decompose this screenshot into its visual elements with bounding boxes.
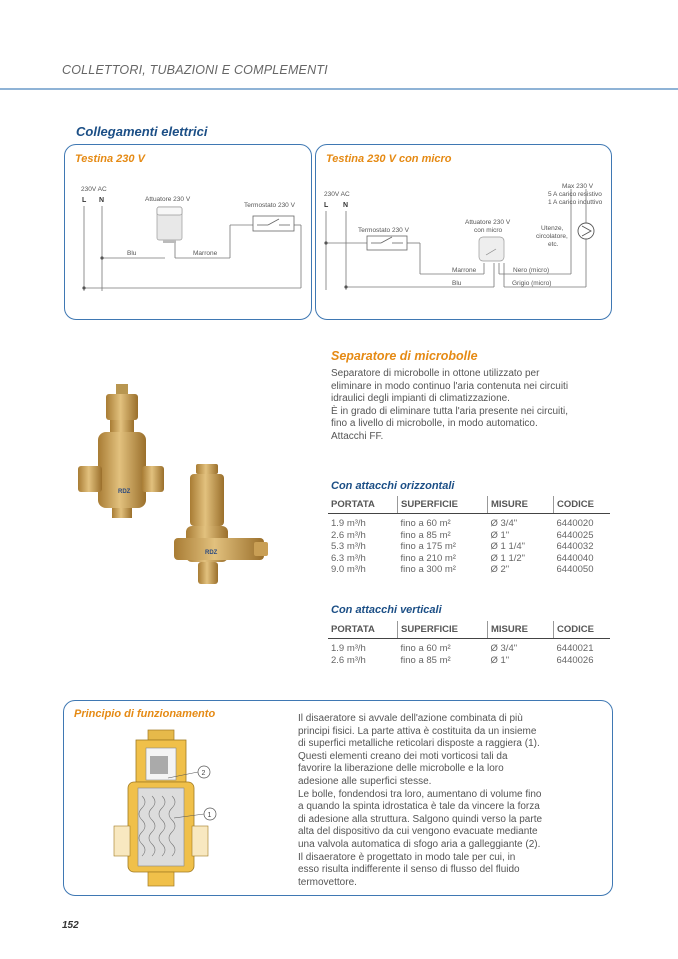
principle-line: di superfici metalliche reticolari disposte a raggiera (1). <box>298 738 540 750</box>
table-cell: 9.0 m³/h <box>331 564 366 575</box>
principle-line: una valvola automatica di sfogo aria a galleggiante (2). <box>298 838 541 850</box>
pump-icon <box>578 223 594 239</box>
separator-horizontal-image <box>78 384 164 518</box>
table-row <box>328 514 610 530</box>
header-rule <box>0 88 678 90</box>
table-row <box>328 655 610 667</box>
principle-line: Il disaeratore si avvale dell'azione combinata di più <box>298 713 523 724</box>
table-row <box>328 541 610 553</box>
thermostat-switch-icon-right <box>367 236 407 250</box>
cutaway-diagram <box>108 726 228 894</box>
supply-label: 230V AC <box>81 186 107 193</box>
brown-wire-label-right: Marrone <box>452 267 477 274</box>
table-cell: fino a 210 m² <box>400 552 456 564</box>
principle-line: Questi elementi creano dei moti vorticosi tali da <box>298 750 508 762</box>
table-cell: fino a 85 m² <box>400 529 451 541</box>
principle-text <box>298 713 598 889</box>
column-header: CODICE <box>554 621 611 639</box>
table-horizontal-title: Con attacchi orizzontali <box>331 480 455 492</box>
table-cell: Ø 1 1/2" <box>490 552 526 564</box>
table-cell: 5.3 m³/h <box>331 541 366 552</box>
max-label-3: 1 A carico induttivo <box>548 199 603 206</box>
principle-line: alta del dispositivo da cui vengono evacuate mediante <box>298 826 538 838</box>
l-label: L <box>82 197 87 204</box>
brown-wire-label: Marrone <box>193 250 218 257</box>
principle-line: Le bolle, fondendosi tra loro, aumentano di volume fino <box>298 788 542 800</box>
principle-line: a quando la spinta idrostatica è tale da vincere la forza <box>298 801 540 813</box>
wiring-diagram-left <box>65 145 311 319</box>
principle-line: principi fisici. La parte attiva è costituita da un insieme <box>298 725 537 737</box>
section-header: COLLETTORI, TUBAZIONI E COMPLEMENTI <box>62 63 328 77</box>
desc-line: Separatore di microbolle in ottone utilizzato per <box>331 368 540 379</box>
blue-wire-label-right: Blu <box>452 280 462 287</box>
actuator-micro-icon <box>479 237 504 261</box>
desc-line: idraulici degli impianti di climatizzazione. <box>331 393 510 404</box>
actuator-icon <box>157 207 182 243</box>
column-header: SUPERFICIE <box>398 496 488 514</box>
wiring-left-title: Testina 230 V <box>75 153 145 165</box>
column-header: CODICE <box>554 496 611 514</box>
principle-line: favorire la liberazione delle microbolle e la loro <box>298 763 504 775</box>
table-row <box>328 530 610 542</box>
principle-line: adesione alle superfici stesse. <box>298 775 432 787</box>
principle-line: esso risulta indifferente il senso di flusso del fluido <box>298 864 520 876</box>
separator-vertical-image <box>174 464 268 584</box>
electrical-title: Collegamenti elettrici <box>76 124 208 139</box>
table-cell: fino a 85 m² <box>400 654 451 666</box>
thermostat-switch-icon <box>253 216 294 231</box>
product-photo <box>72 378 272 618</box>
supply-label-right: 230V AC <box>324 191 350 198</box>
table-cell: 6440032 <box>556 541 594 552</box>
table-row <box>328 639 610 655</box>
brand-label-1: RDZ <box>118 489 131 495</box>
table-cell: Ø 1 1/4" <box>490 541 526 552</box>
table-cell: 6440040 <box>556 552 594 564</box>
wiring-box-left <box>64 144 312 320</box>
page-number: 152 <box>62 920 79 931</box>
table-cell: Ø 3/4" <box>490 518 518 529</box>
principle-line: di adesione alla struttura. Salgono quindi verso la parte <box>298 813 543 825</box>
desc-line: fino a livello di microbolle, in modo automatico. <box>331 418 538 429</box>
wiring-box-right <box>315 144 612 320</box>
black-wire-label-right: Nero (micro) <box>513 267 550 274</box>
column-header: MISURE <box>488 621 554 639</box>
brand-label-2: RDZ <box>205 550 218 556</box>
column-header: PORTATA <box>328 621 398 639</box>
thermostat-label: Termostato 230 V <box>244 202 295 209</box>
callout-1: 1 <box>207 812 212 819</box>
n-label-right: N <box>343 202 349 209</box>
table-cell: 6440020 <box>556 518 594 529</box>
wiring-diagram-right <box>316 145 611 319</box>
desc-line: eliminare in modo continuo l'aria contenuta nei circuiti <box>331 380 569 392</box>
table-vertical <box>328 621 610 666</box>
thermostat-label-right: Termostato 230 V <box>358 227 409 234</box>
table-cell: Ø 3/4" <box>490 643 518 654</box>
wiring-right-title: Testina 230 V con micro <box>326 153 452 165</box>
table-cell: 2.6 m³/h <box>331 529 366 541</box>
users-label-3: etc. <box>548 241 559 248</box>
table-row <box>328 564 610 576</box>
column-header: SUPERFICIE <box>398 621 488 639</box>
actuator-label: Attuatore 230 V <box>145 196 191 203</box>
callout-2: 2 <box>201 770 206 777</box>
principle-title: Principio di funzionamento <box>74 708 216 720</box>
table-cell: fino a 300 m² <box>400 564 456 575</box>
max-label-1: Max 230 V <box>562 183 594 190</box>
column-header: PORTATA <box>328 496 398 514</box>
table-cell: 6440021 <box>556 643 594 654</box>
actuator-label-right-2: con micro <box>474 227 503 234</box>
table-horizontal <box>328 496 610 576</box>
desc-line: È in grado di eliminare tutta l'aria presente nei circuiti, <box>331 405 569 417</box>
table-cell: 6440026 <box>556 654 594 666</box>
column-header: MISURE <box>488 496 554 514</box>
table-cell: 2.6 m³/h <box>331 654 366 666</box>
principle-line: Il disaeratore è progettato in modo tale per cui, in <box>298 851 516 863</box>
blue-wire-label: Blu <box>127 250 137 257</box>
table-cell: fino a 175 m² <box>400 541 456 552</box>
table-cell: fino a 60 m² <box>400 643 451 654</box>
table-vertical-title: Con attacchi verticali <box>331 604 442 616</box>
product-title: Separatore di microbolle <box>331 349 478 363</box>
l-label-right: L <box>324 202 329 209</box>
users-label-2: circolatore, <box>536 233 568 240</box>
table-cell: Ø 2" <box>490 564 510 575</box>
table-cell: 6440025 <box>556 529 594 541</box>
principle-line: termovettore. <box>298 876 357 888</box>
table-cell: fino a 60 m² <box>400 518 451 529</box>
product-description <box>331 368 611 443</box>
table-cell: Ø 1" <box>490 654 510 666</box>
table-cell: 1.9 m³/h <box>331 643 366 654</box>
table-cell: 6440050 <box>556 564 594 575</box>
desc-line: Attacchi FF. <box>331 430 384 442</box>
table-cell: Ø 1" <box>490 529 510 541</box>
actuator-label-right-1: Attuatore 230 V <box>465 219 511 226</box>
grey-wire-label-right: Grigio (micro) <box>512 280 552 287</box>
table-row <box>328 553 610 565</box>
table-cell: 1.9 m³/h <box>331 518 366 529</box>
table-cell: 6.3 m³/h <box>331 552 366 564</box>
n-label: N <box>99 197 105 204</box>
max-label-2: 5 A carico resistivo <box>548 191 602 198</box>
users-label-1: Utenze, <box>541 225 564 232</box>
